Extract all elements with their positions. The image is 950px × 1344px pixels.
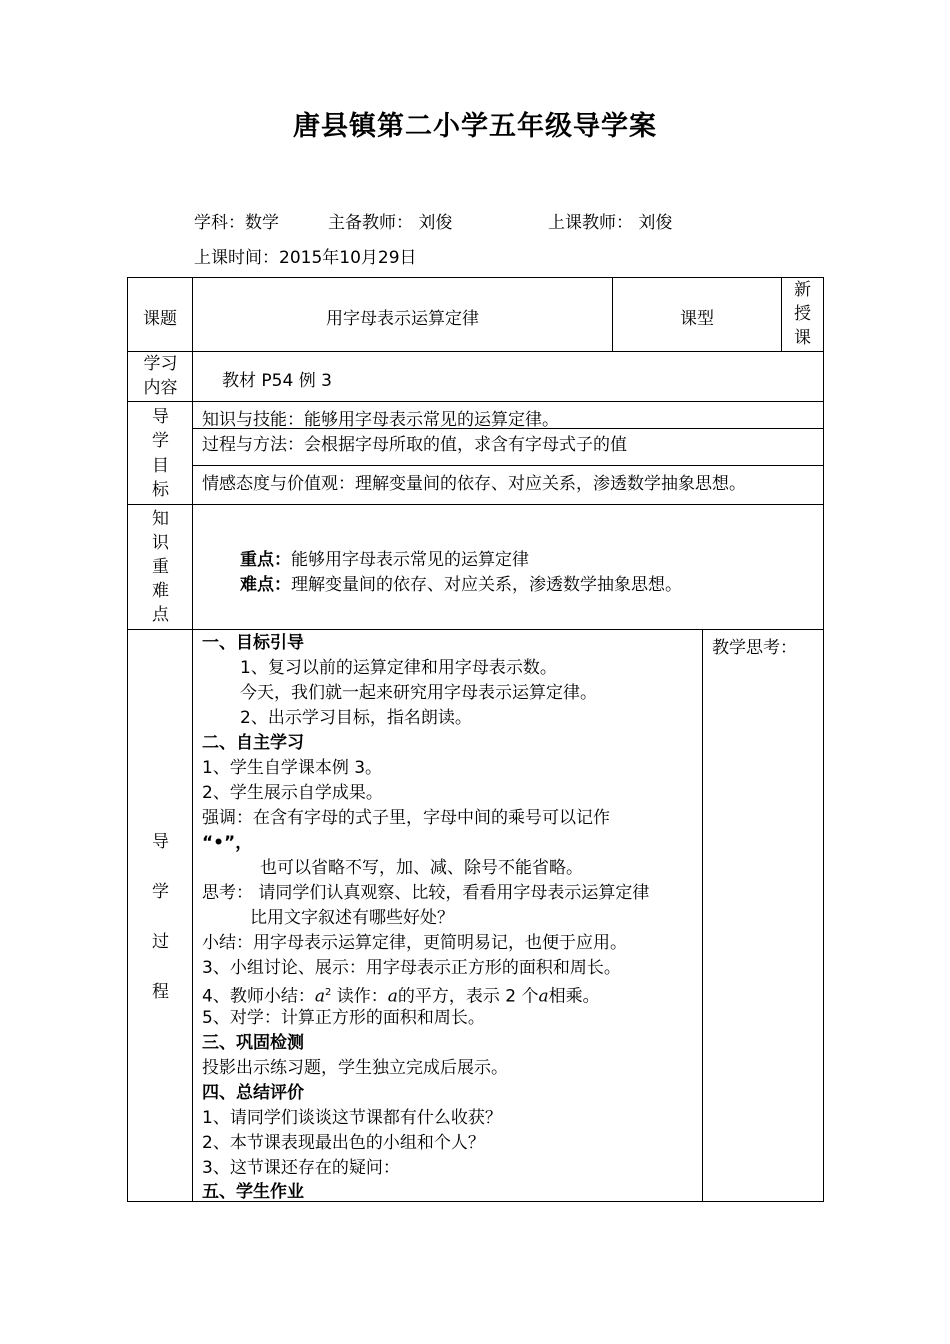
page-title: 唐县镇第二小学五年级导学案 — [293, 111, 657, 142]
section-heading: 二、自主学习 — [202, 733, 304, 753]
list-item: 2、出示学习目标，指名朗读。 — [240, 708, 472, 728]
goal-emotion: 情感态度与价值观：理解变量间的依存、对应关系，渗透数学抽象思想。 — [202, 474, 746, 494]
section-heading: 三、巩固检测 — [202, 1033, 304, 1053]
list-item: 思考： 请同学们认真观察、比较，看看用字母表示运算定律 — [202, 883, 650, 903]
list-item: 也可以省略不写，加、减、除号不能省略。 — [260, 858, 583, 878]
list-item: 2、学生展示自学成果。 — [202, 783, 383, 803]
section-heading: 一、目标引导 — [202, 633, 304, 653]
list-item: 比用文字叙述有哪些好处？ — [250, 908, 454, 928]
type-label: 课型 — [680, 309, 714, 329]
subject-label: 学科：数学 — [194, 213, 279, 233]
section-heading: 五、学生作业 — [202, 1182, 304, 1202]
difficult-point: 难点：理解变量间的依存、对应关系，渗透数学抽象思想。 — [240, 575, 682, 595]
topic-value: 用字母表示运算定律 — [326, 309, 479, 329]
list-item: 5、对学：计算正方形的面积和周长。 — [202, 1008, 485, 1028]
topic-label: 课题 — [143, 309, 177, 329]
list-item: 3、这节课还存在的疑问： — [202, 1158, 400, 1178]
list-item: “•”， — [202, 833, 253, 853]
goal-knowledge: 知识与技能：能够用字母表示常见的运算定律。 — [202, 410, 559, 430]
list-item: 1、复习以前的运算定律和用字母表示数。 — [240, 658, 557, 678]
list-item: 小结：用字母表示运算定律，更简明易记，也便于应用。 — [202, 933, 627, 953]
list-item: 1、学生自学课本例 3。 — [202, 758, 383, 778]
content-value: 教材 P54 例 3 — [222, 371, 332, 391]
key-point: 重点：能够用字母表示常见的运算定律 — [240, 550, 529, 570]
teacher-label: 上课教师： 刘俊 — [548, 213, 673, 233]
list-item: 今天，我们就一起来研究用字母表示运算定律。 — [240, 683, 597, 703]
list-item: 4、教师小结：$a^2$ 读作：a的平方，表示 2 个a相乘。 — [202, 986, 600, 1007]
reflection-label: 教学思考： — [712, 638, 797, 658]
list-item: 投影出示练习题，学生独立完成后展示。 — [202, 1058, 508, 1078]
section-heading: 四、总结评价 — [202, 1083, 304, 1103]
list-item: 2、本节课表现最出色的小组和个人？ — [202, 1133, 485, 1153]
date-label: 上课时间：2015年10月29日 — [194, 248, 417, 268]
list-item: 3、小组讨论、展示：用字母表示正方形的面积和周长。 — [202, 958, 621, 978]
list-item: 强调：在含有字母的式子里，字母中间的乘号可以记作 — [202, 808, 610, 828]
lead-teacher-label: 主备教师： 刘俊 — [328, 213, 453, 233]
list-item: 1、请同学们谈谈这节课都有什么收获？ — [202, 1108, 502, 1128]
goal-process: 过程与方法：会根据字母所取的值，求含有字母式子的值 — [202, 435, 627, 455]
